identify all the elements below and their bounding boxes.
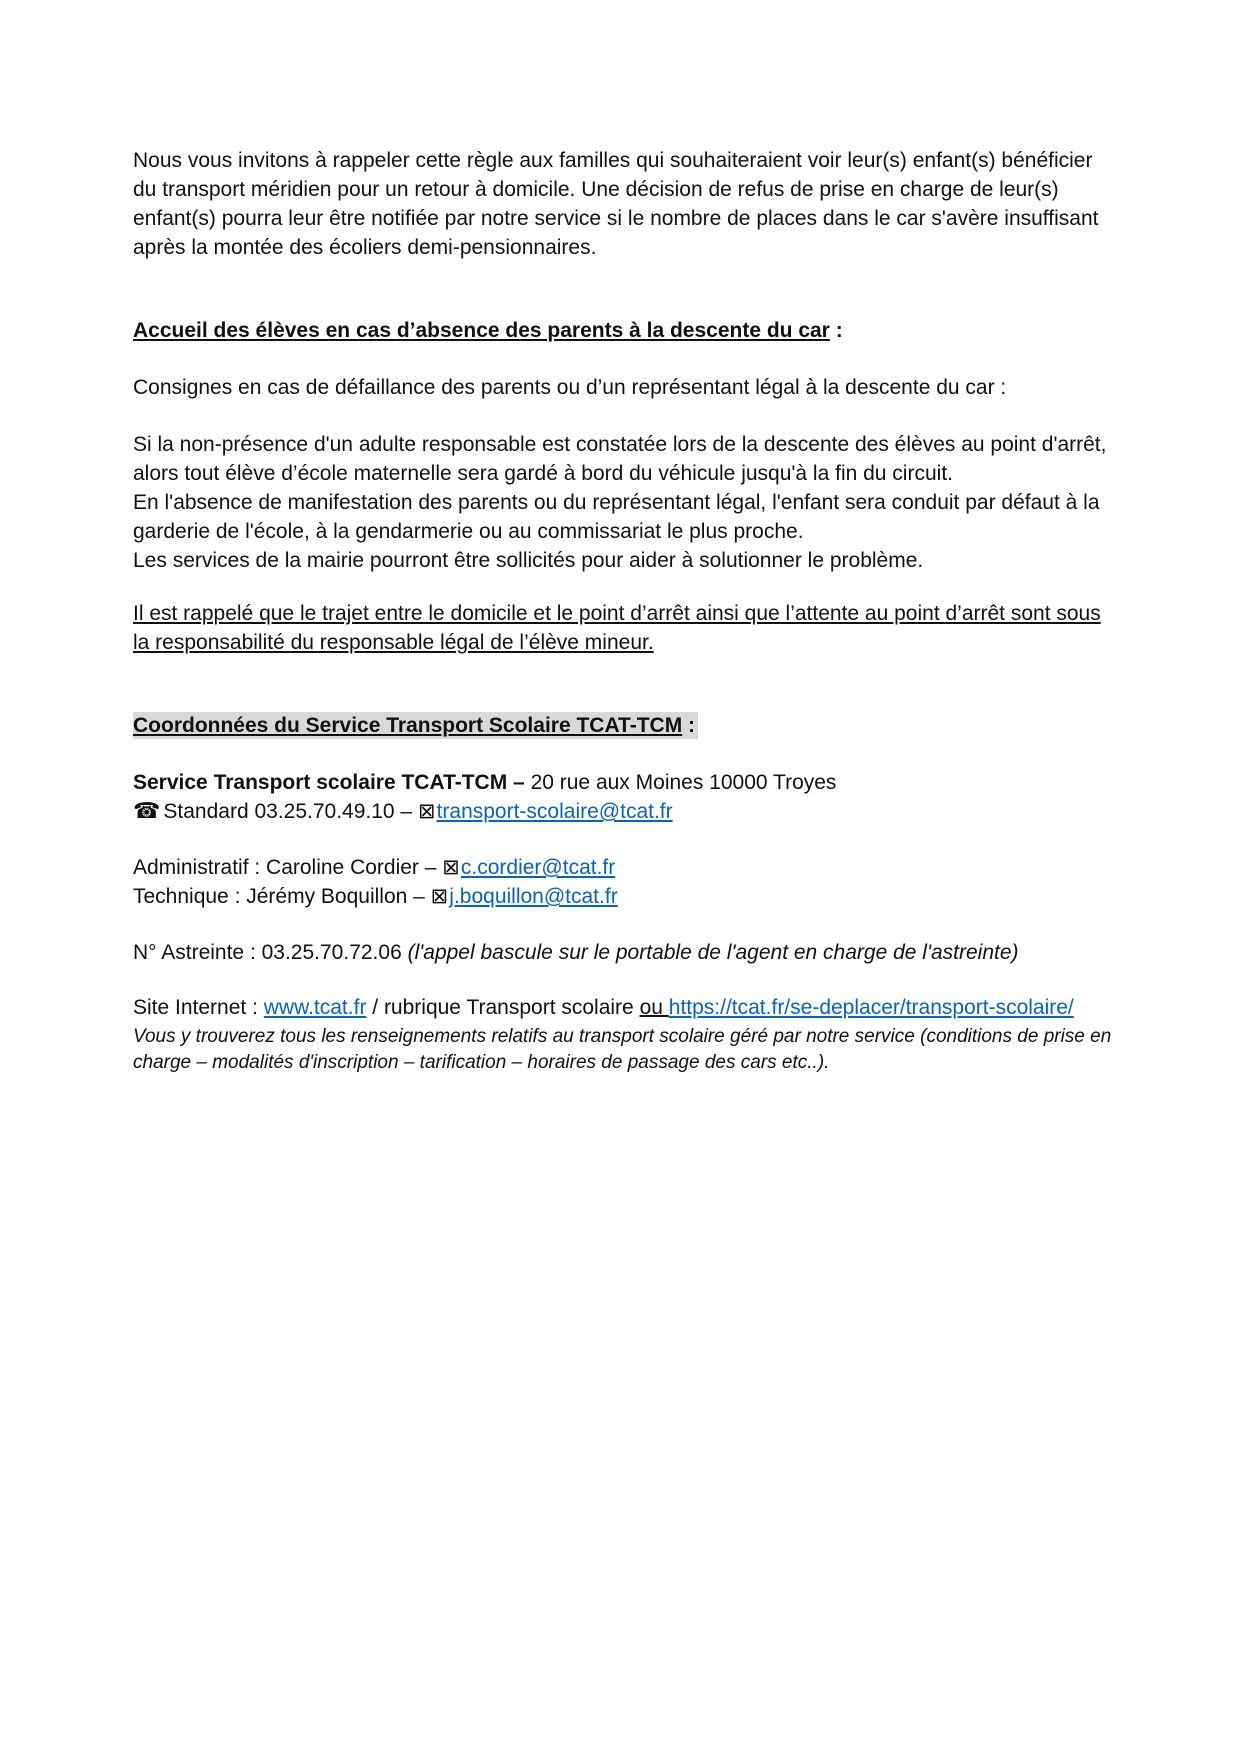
section-heading-coordonnees (133, 711, 1117, 740)
accueil-body-line-1: Si la non-présence d'un adulte responsable est constatée lors de la descente des élèves au point d'arrêt, alors tout élève d’école maternelle sera gardé à bord du véhicule jusqu'à la fin du circuit. (133, 433, 1107, 485)
document-content (133, 0, 1117, 1076)
section-heading-accueil-colon: : (829, 319, 843, 342)
astreinte-label: N° Astreinte : 03.25.70.72.06 (133, 941, 408, 964)
envelope-icon: ⊠ (417, 799, 436, 823)
consignes-line: Consignes en cas de défaillance des parents ou d’un représentant légal à la descente du car : (133, 376, 1007, 399)
accueil-body-line-2: En l'absence de manifestation des parents ou du représentant légal, l'enfant sera conduit par défaut à la garderie de l'école, à la gendarmerie ou au commissariat le plus proche. (133, 491, 1100, 543)
site-label: Site Internet : (133, 996, 264, 1019)
tcat-home-link[interactable]: www.tcat.fr (263, 996, 367, 1019)
section-heading-accueil-text: Accueil des élèves en cas d’absence des parents à la descente du car (133, 319, 830, 342)
service-block (133, 768, 1117, 826)
astreinte-note: (l'appel bascule sur le portable de l'agent en charge de l'astreinte) (407, 941, 1019, 964)
admin-email-link[interactable]: c.cordier@tcat.fr (460, 856, 616, 879)
intro-paragraph: Nous vous invitons à rappeler cette règle aux familles qui souhaiteraient voir leur(s) enfant(s) bénéficier du transport méridien pour un retour à domicile. Une décision de refus de prise en charge de leur(s) enfant(s) pourra leur être notifiée par notre service si le nombre de places dans le car s'avère insuffisant après la montée des écoliers demi-pensionnaires. (133, 149, 1099, 259)
accueil-body-line-3: Les services de la mairie pourront être sollicités pour aider à solutionner le problème. (133, 549, 924, 572)
tech-label: Technique : Jérémy Boquillon – (133, 885, 431, 908)
phone-icon: ☎ (133, 799, 161, 824)
envelope-icon: ⊠ (430, 884, 449, 908)
service-line (133, 768, 1117, 797)
section-heading-accueil (133, 316, 1117, 345)
envelope-icon: ⊠ (442, 855, 460, 879)
site-ou-text: ou (639, 996, 669, 1019)
service-name: Service Transport scolaire TCAT-TCM – (133, 771, 525, 794)
site-line (133, 993, 1117, 1022)
contacts-block (133, 853, 1117, 911)
tech-email-link[interactable]: j.boquillon@tcat.fr (449, 885, 618, 908)
astreinte-line (133, 938, 1117, 967)
reminder-paragraph: Il est rappelé que le trajet entre le domicile et le point d’arrêt ainsi que l’attente au point d’arrêt sont sous la responsabilité du responsable légal de l’élève mineur. (133, 602, 1101, 654)
coordonnees-highlight (133, 712, 698, 739)
standard-email-link[interactable]: transport-scolaire@tcat.fr (436, 800, 673, 823)
section-heading-coordonnees-colon: : (682, 714, 696, 737)
footnote-paragraph: Vous y trouverez tous les renseignements relatifs au transport scolaire géré par notre service (conditions de prise en charge – modalités d'inscription – tarification – horaires de passage des cars etc..). (133, 1026, 1112, 1073)
section-heading-coordonnees-text: Coordonnées du Service Transport Scolaire TCAT-TCM (133, 714, 683, 737)
service-address: 20 rue aux Moines 10000 Troyes (524, 771, 837, 794)
accueil-body-paragraph (133, 430, 1117, 575)
standard-line (133, 797, 1117, 826)
admin-line (133, 853, 1117, 882)
site-mid-text: / rubrique Transport scolaire (366, 996, 640, 1019)
standard-label: Standard 03.25.70.49.10 – (163, 800, 418, 823)
admin-label: Administratif : Caroline Cordier – (133, 856, 443, 879)
tech-line (133, 882, 1117, 911)
transport-scolaire-link[interactable]: https://tcat.fr/se-deplacer/transport-scolaire/ (668, 996, 1074, 1019)
